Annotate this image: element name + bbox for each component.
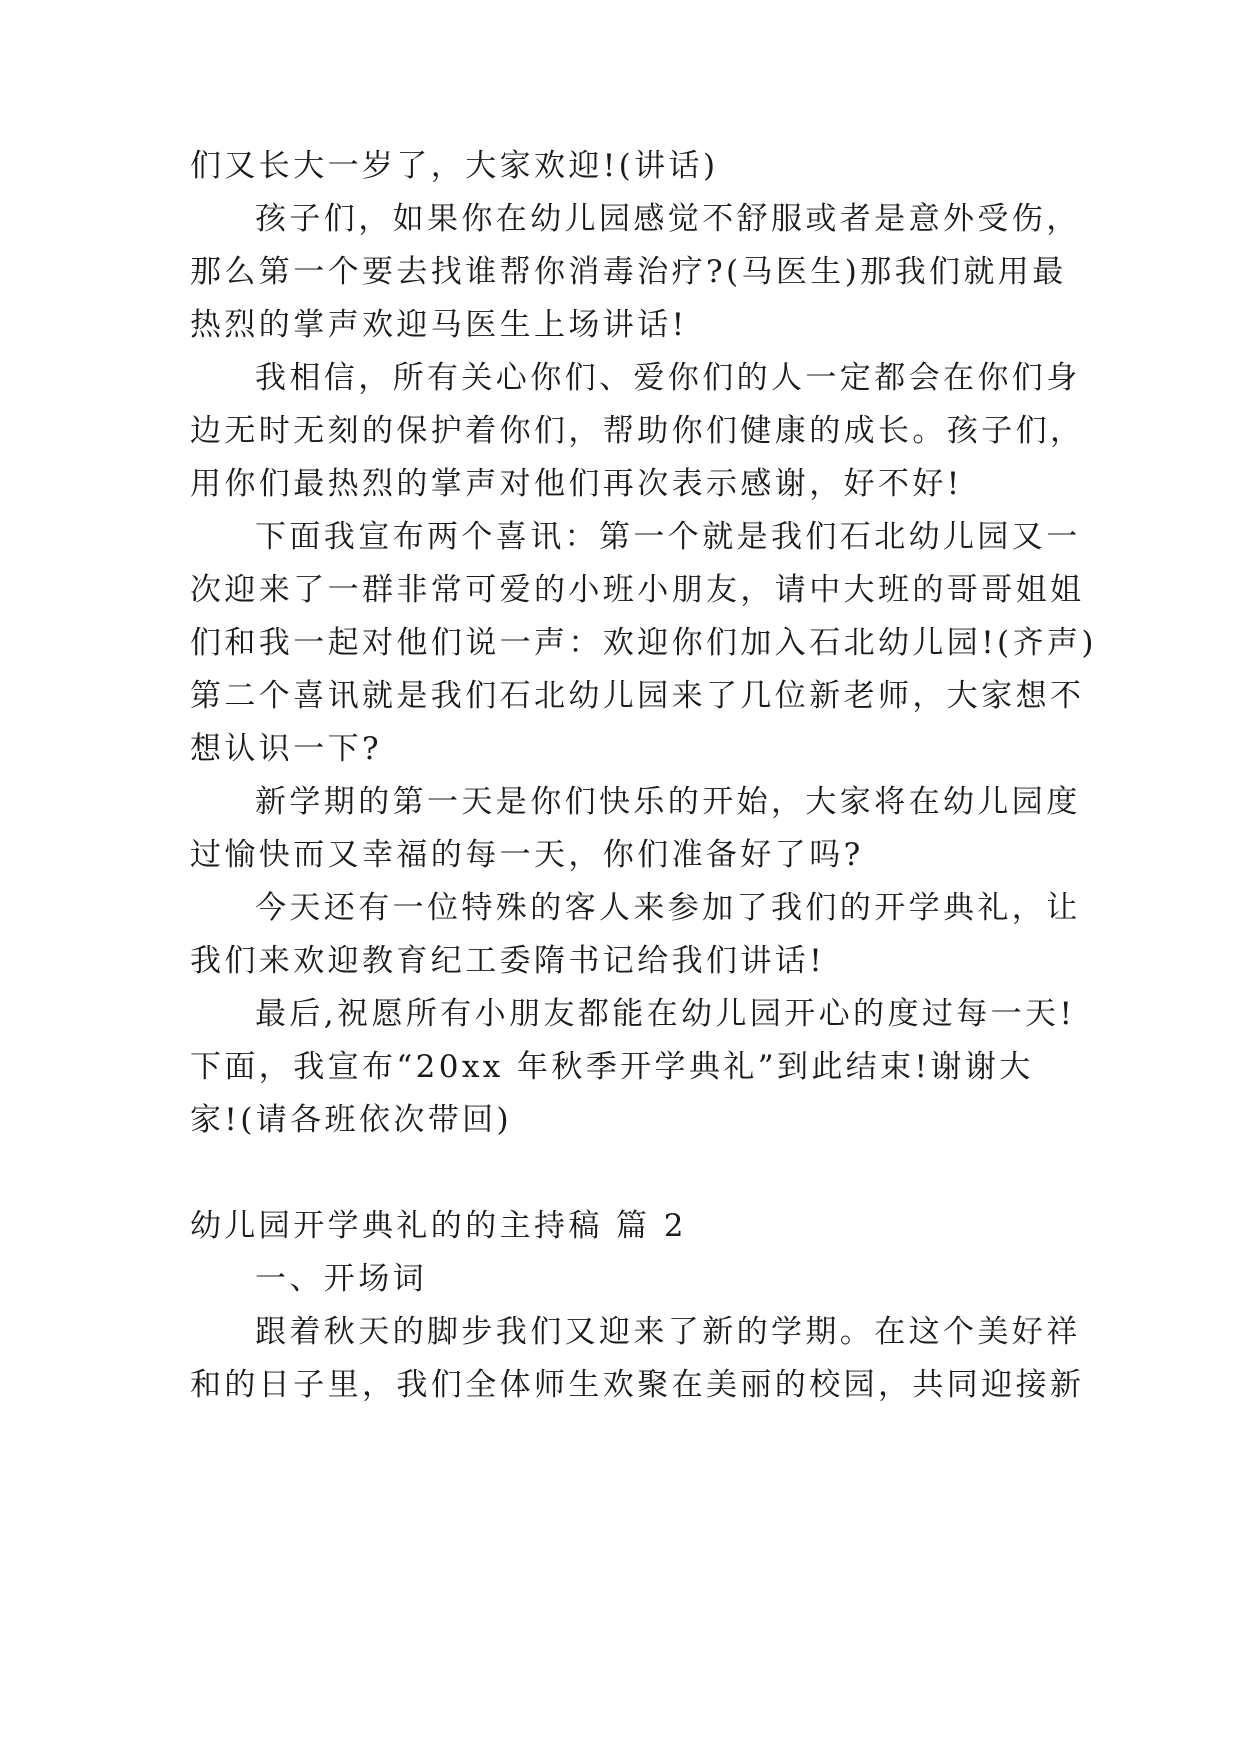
paragraph-line: 那么第一个要去找谁帮你消毒治疗?(马医生)那我们就用最 [190, 254, 1067, 290]
subsection-heading: 一、开场词 [255, 1261, 427, 1297]
paragraph-line: 我们来欢迎教育纪工委隋书记给我们讲话! [190, 943, 826, 979]
paragraph-line: 想认识一下? [190, 731, 383, 767]
paragraph-line: 下面，我宣布“20xx 年秋季开学典礼”到此结束!谢谢大 [190, 1049, 1034, 1085]
paragraph-line: 孩子们，如果你在幼儿园感觉不舒服或者是意外受伤， [255, 201, 1081, 237]
paragraph-line: 过愉快而又幸福的每一天，你们准备好了吗? [190, 837, 864, 873]
paragraph-line: 们又长大一岁了，大家欢迎!(讲话) [190, 148, 719, 184]
paragraph-line: 最后,祝愿所有小朋友都能在幼儿园开心的度过每一天! [255, 996, 1076, 1032]
paragraph-line: 家!(请各班依次带回) [190, 1102, 513, 1138]
paragraph-line: 用你们最热烈的掌声对他们再次表示感谢，好不好! [190, 466, 963, 502]
paragraph-line: 我相信，所有关心你们、爱你们的人一定都会在你们身 [255, 360, 1081, 396]
paragraph-line: 次迎来了一群非常可爱的小班小朋友，请中大班的哥哥姐姐 [190, 572, 1085, 608]
paragraph-line: 新学期的第一天是你们快乐的开始，大家将在幼儿园度 [255, 784, 1081, 820]
paragraph-line: 边无时无刻的保护着你们，帮助你们健康的成长。孩子们， [190, 413, 1085, 449]
paragraph-line: 下面我宣布两个喜讯：第一个就是我们石北幼儿园又一 [255, 519, 1081, 555]
paragraph-line: 第二个喜讯就是我们石北幼儿园来了几位新老师，大家想不 [190, 678, 1085, 714]
paragraph-line: 们和我一起对他们说一声：欢迎你们加入石北幼儿园!(齐声) [190, 625, 1097, 661]
paragraph-line: 热烈的掌声欢迎马医生上场讲话! [190, 307, 688, 343]
paragraph-line: 跟着秋天的脚步我们又迎来了新的学期。在这个美好祥 [255, 1314, 1081, 1350]
paragraph-line: 和的日子里，我们全体师生欢聚在美丽的校园，共同迎接新 [190, 1367, 1085, 1403]
section-heading: 幼儿园开学典礼的的主持稿 篇 2 [190, 1208, 687, 1244]
paragraph-line: 今天还有一位特殊的客人来参加了我们的开学典礼，让 [255, 890, 1081, 926]
